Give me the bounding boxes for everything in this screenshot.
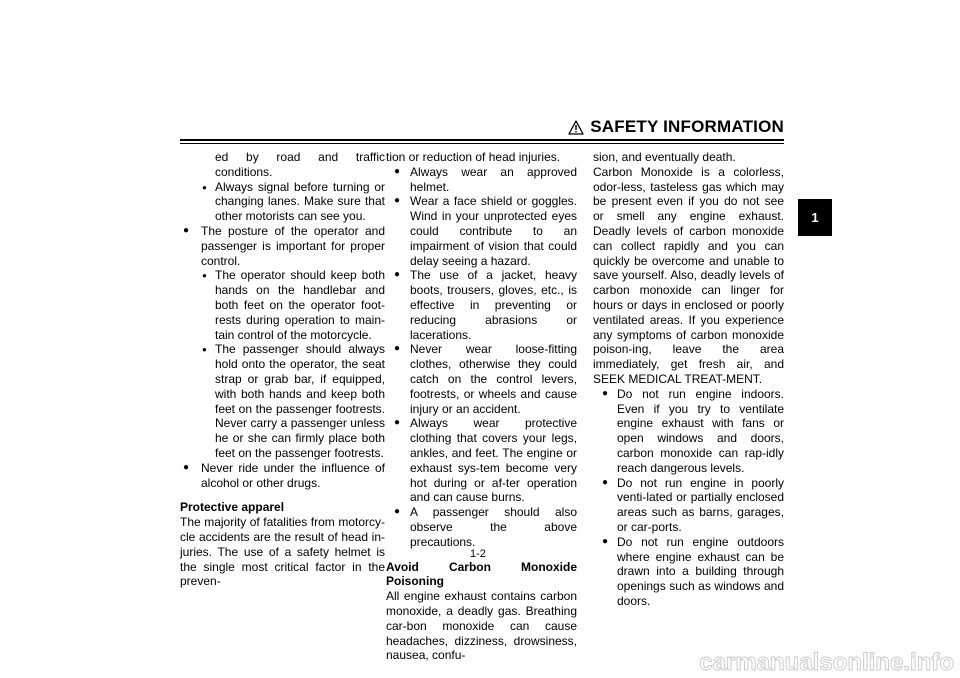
list-item	[180, 180, 385, 224]
bullet-icon: ●	[183, 461, 190, 473]
list-item	[180, 342, 385, 460]
list-item-text: Do not run engine outdoors where engine exhaust can be drawn into a building through openings such as windows and doors.	[617, 534, 784, 608]
list-item-text: Do not run engine indoors. Even if you try to ventilate engine exhaust with fans or open windows and doors, carbon monoxide can rap-idly reach dangerous levels.	[617, 386, 784, 475]
text-column-2	[386, 150, 577, 663]
paragraph: The majority of fatalities from motorcy-cle accidents are the result of head in-juries. The use of a safety helmet is the single most critical factor in the preven-	[180, 515, 385, 589]
text-column-1	[180, 150, 385, 589]
bullet-icon: ●	[394, 195, 401, 207]
list-item-text: Always wear an approved helmet.	[410, 164, 577, 194]
list-item	[386, 194, 577, 268]
list-item-text: A passenger should also observe the above precautions.	[410, 505, 577, 549]
section-heading: Avoid Carbon Monoxide Poisoning	[386, 559, 577, 589]
list-item	[180, 461, 385, 491]
list-item-text: Always signal before turning or changing lanes. Make sure that other motorists can see you.	[215, 179, 385, 224]
page-number: 1-2	[470, 548, 486, 560]
section-heading: Protective apparel	[180, 500, 285, 515]
list-item-text: The passenger should always hold onto the operator, the seat strap or grab bar, if equipped, with both hands and keep both feet on the passenger footrests. Never carry a passenger unless he or she can firmly place both feet on the passenger footrests.	[215, 342, 385, 460]
bullet-icon: ●	[394, 506, 401, 518]
chapter-tab: 1	[798, 199, 832, 236]
watermark-text: carmanualsonline.info	[699, 650, 954, 674]
bullet-icon: ●	[183, 224, 190, 236]
page-header	[180, 115, 784, 139]
continuation-text: tion or reduction of head injuries.	[386, 150, 561, 164]
paragraph: All engine exhaust contains carbon monoxide, a deadly gas. Breathing car-bon monoxide can cause headaches, dizziness, drowsiness, nausea, confu-	[386, 589, 577, 663]
list-item	[386, 268, 577, 342]
list-item	[180, 224, 385, 268]
bullet-small-icon: ●	[202, 271, 207, 281]
list-item	[593, 476, 784, 535]
warning-triangle-icon	[568, 120, 584, 135]
list-item-text: The use of a jacket, heavy boots, trousers, gloves, etc., is effective in preventing or reducing abrasions or lacerations.	[410, 268, 577, 342]
list-item	[180, 268, 385, 342]
paragraph: Carbon Monoxide is a colorless, odor-less, tasteless gas which may be present even if you do not see or smell any engine exhaust. Deadly levels of carbon monoxide can collect rapidly and you can quickly be overcome and unable to save yourself. Also, deadly levels of carbon monoxide can linger for hours or days in enclosed or poorly ventilated areas. If you experience any symptoms of carbon monoxide poison-ing, leave the area immediately, get fresh air, and SEEK MEDICAL TREAT-MENT.	[593, 164, 784, 386]
watermark-logo	[630, 650, 955, 674]
list-item	[386, 416, 577, 505]
list-item	[386, 342, 577, 416]
bullet-icon: ●	[394, 165, 401, 177]
list-item	[593, 387, 784, 476]
list-item	[593, 535, 784, 609]
bullet-icon: ●	[394, 417, 401, 429]
header-rule-thick	[180, 139, 784, 141]
list-item-text: Do not run engine in poorly venti-lated or partially enclosed areas such as barns, garages, or car-ports.	[617, 475, 784, 534]
bullet-icon: ●	[602, 387, 609, 399]
bullet-icon: ●	[602, 535, 609, 547]
bullet-small-icon: ●	[202, 345, 207, 355]
header-rule-thin	[180, 143, 784, 144]
section-title	[568, 115, 784, 139]
list-item-text: The operator should keep both hands on the handlebar and both feet on the operator foot-rests during operation to main-tain control of the motorcycle.	[215, 268, 385, 342]
bullet-icon: ●	[602, 476, 609, 488]
list-item-text: Never wear loose-fitting clothes, otherwise they could catch on the control levers, footrests, or wheels and cause injury or an accident.	[410, 342, 577, 416]
list-item-text: Wear a face shield or goggles. Wind in your unprotected eyes could contribute to an impairment of vision that could delay seeing a hazard.	[410, 194, 577, 268]
list-item	[386, 165, 577, 195]
section-title-text: SAFETY INFORMATION	[590, 117, 784, 136]
list-item-text: The posture of the operator and passenger is important for proper control.	[201, 223, 385, 268]
text-column-3	[593, 150, 784, 609]
bullet-small-icon: ●	[202, 182, 207, 192]
list-item-text: Never ride under the influence of alcohol or other drugs.	[201, 460, 385, 490]
list-item	[386, 505, 577, 549]
continuation-text: ed by road and traffic conditions.	[215, 150, 385, 179]
bullet-icon: ●	[394, 343, 401, 355]
list-item-text: Always wear protective clothing that covers your legs, ankles, and feet. The engine or exhaust sys-tem become very hot during or af-ter operation and can cause burns.	[410, 416, 577, 505]
bullet-icon: ●	[394, 269, 401, 281]
continuation-text: sion, and eventually death.	[593, 150, 736, 164]
